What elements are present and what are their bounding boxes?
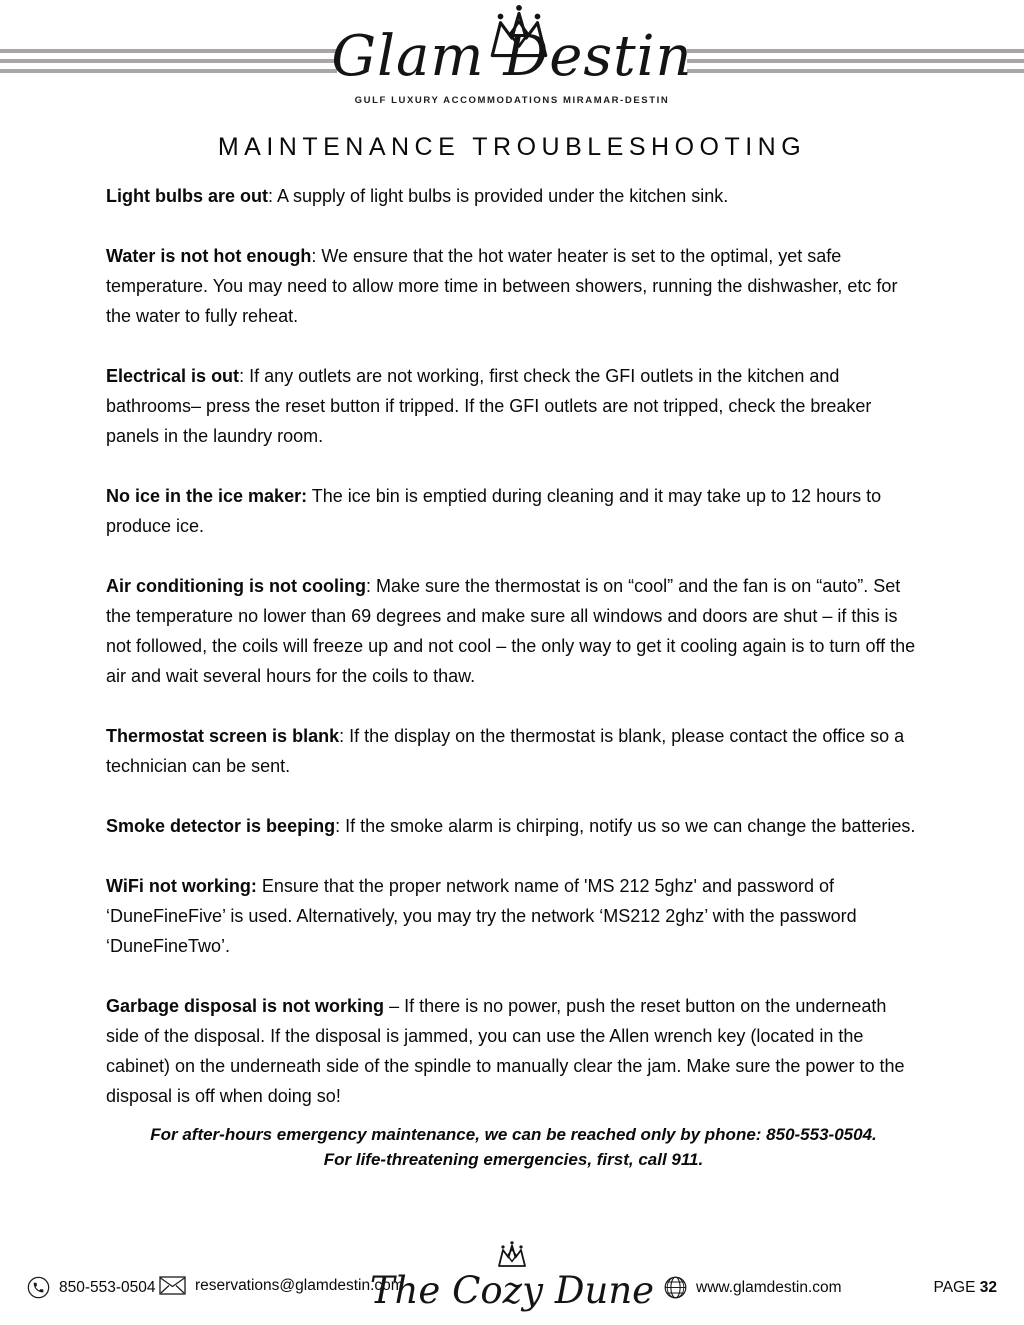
item-body: The ice bin is emptied during cleaning and it may take up to 12 hours to produce ice. bbox=[106, 486, 882, 536]
item-body: If any outlets are not working, first check the GFI outlets in the kitchen and bathrooms– press the reset button if tripped. If the GFI outlets are not tripped, check the breaker panels in the laundry room. bbox=[106, 366, 872, 446]
emergency-notice bbox=[106, 1122, 921, 1172]
item-separator: : bbox=[239, 366, 250, 386]
item-body: Make sure the thermostat is on “cool” and the fan is on “auto”. Set the temperature no lower than 69 degrees and make sure all windows and doors are shut – if this is not followed, the coils will freeze up and not cool – the only way to get it cooling again is to turn off the air and wait several hours for the coils to thaw. bbox=[106, 576, 916, 686]
item-lead: Air conditioning is not cooling bbox=[106, 576, 366, 596]
item-lead: Water is not hot enough bbox=[106, 246, 312, 266]
item-ac-cooling bbox=[106, 571, 921, 691]
item-light-bulbs bbox=[106, 181, 921, 211]
item-lead: Electrical is out bbox=[106, 366, 240, 386]
item-lead: Smoke detector is beeping bbox=[106, 816, 336, 836]
item-separator: : bbox=[335, 816, 346, 836]
footer-website-url: www.glamdestin.com bbox=[696, 1278, 842, 1296]
item-lead: No ice in the ice maker: bbox=[106, 486, 308, 506]
item-body: We ensure that the hot water heater is set to the optimal, yet safe temperature. You may need to allow more time in between showers, running the dishwasher, etc for the water to fully reheat. bbox=[106, 246, 898, 326]
item-separator: : bbox=[339, 726, 350, 746]
footer-brand-logo bbox=[0, 1241, 1024, 1315]
item-body: If the smoke alarm is chirping, notify us so we can change the batteries. bbox=[345, 816, 916, 836]
emergency-line-1: For after-hours emergency maintenance, we can be reached only by phone: 850-553-0504. bbox=[150, 1125, 877, 1144]
item-thermostat bbox=[106, 721, 921, 781]
item-body: If there is no power, push the reset button on the underneath side of the disposal. If the disposal is jammed, you can use the Allen wrench key (located in the cabinet) on the underneath side of the spindle to manually clear the jam. Make sure the power to the disposal is off when doing so! bbox=[106, 996, 905, 1106]
emergency-line-2: For life-threatening emergencies, first, call 911. bbox=[323, 1150, 704, 1169]
item-wifi bbox=[106, 871, 921, 961]
item-ice-maker bbox=[106, 481, 921, 541]
globe-icon bbox=[664, 1276, 687, 1299]
item-lead: Light bulbs are out bbox=[106, 186, 268, 206]
item-separator: : bbox=[365, 576, 376, 596]
item-lead: Garbage disposal is not working bbox=[106, 996, 385, 1016]
page-number: 32 bbox=[979, 1279, 997, 1296]
page-label: PAGE bbox=[933, 1279, 980, 1296]
footer-website bbox=[664, 1276, 842, 1299]
footer-brand-script: The Cozy Dune bbox=[369, 1269, 655, 1312]
item-separator: – bbox=[384, 996, 405, 1016]
document-body bbox=[106, 181, 921, 1172]
item-body: If the display on the thermostat is blank, please contact the office so a technician can be sent. bbox=[106, 726, 905, 776]
brand-logo: Glam Destin bbox=[331, 24, 693, 89]
footer-email-address: reservations@glamdestin.com bbox=[195, 1276, 404, 1294]
item-garbage-disposal bbox=[106, 991, 921, 1111]
page-title: MAINTENANCE TROUBLESHOOTING bbox=[217, 133, 807, 161]
item-separator: : bbox=[268, 186, 278, 206]
item-body: A supply of light bulbs is provided under the kitchen sink. bbox=[277, 186, 729, 206]
footer-phone-number: 850-553-0504 bbox=[59, 1278, 156, 1296]
brand-tagline: GULF LUXURY ACCOMMODATIONS MIRAMAR-DESTIN bbox=[354, 95, 670, 106]
item-lead: WiFi not working: bbox=[106, 876, 257, 896]
item-lead: Thermostat screen is blank bbox=[106, 726, 340, 746]
item-electrical bbox=[106, 361, 921, 451]
item-separator: : bbox=[311, 246, 322, 266]
item-smoke-detector bbox=[106, 811, 921, 841]
item-water-heat bbox=[106, 241, 921, 331]
footer-page-indicator bbox=[934, 1279, 997, 1297]
item-body: Ensure that the proper network name of 'MS 212 5ghz' and password of ‘DuneFineFive’ is used. Alternatively, you may try the network ‘MS212 2ghz’ with the password ‘DuneFineTwo’. bbox=[106, 876, 857, 956]
